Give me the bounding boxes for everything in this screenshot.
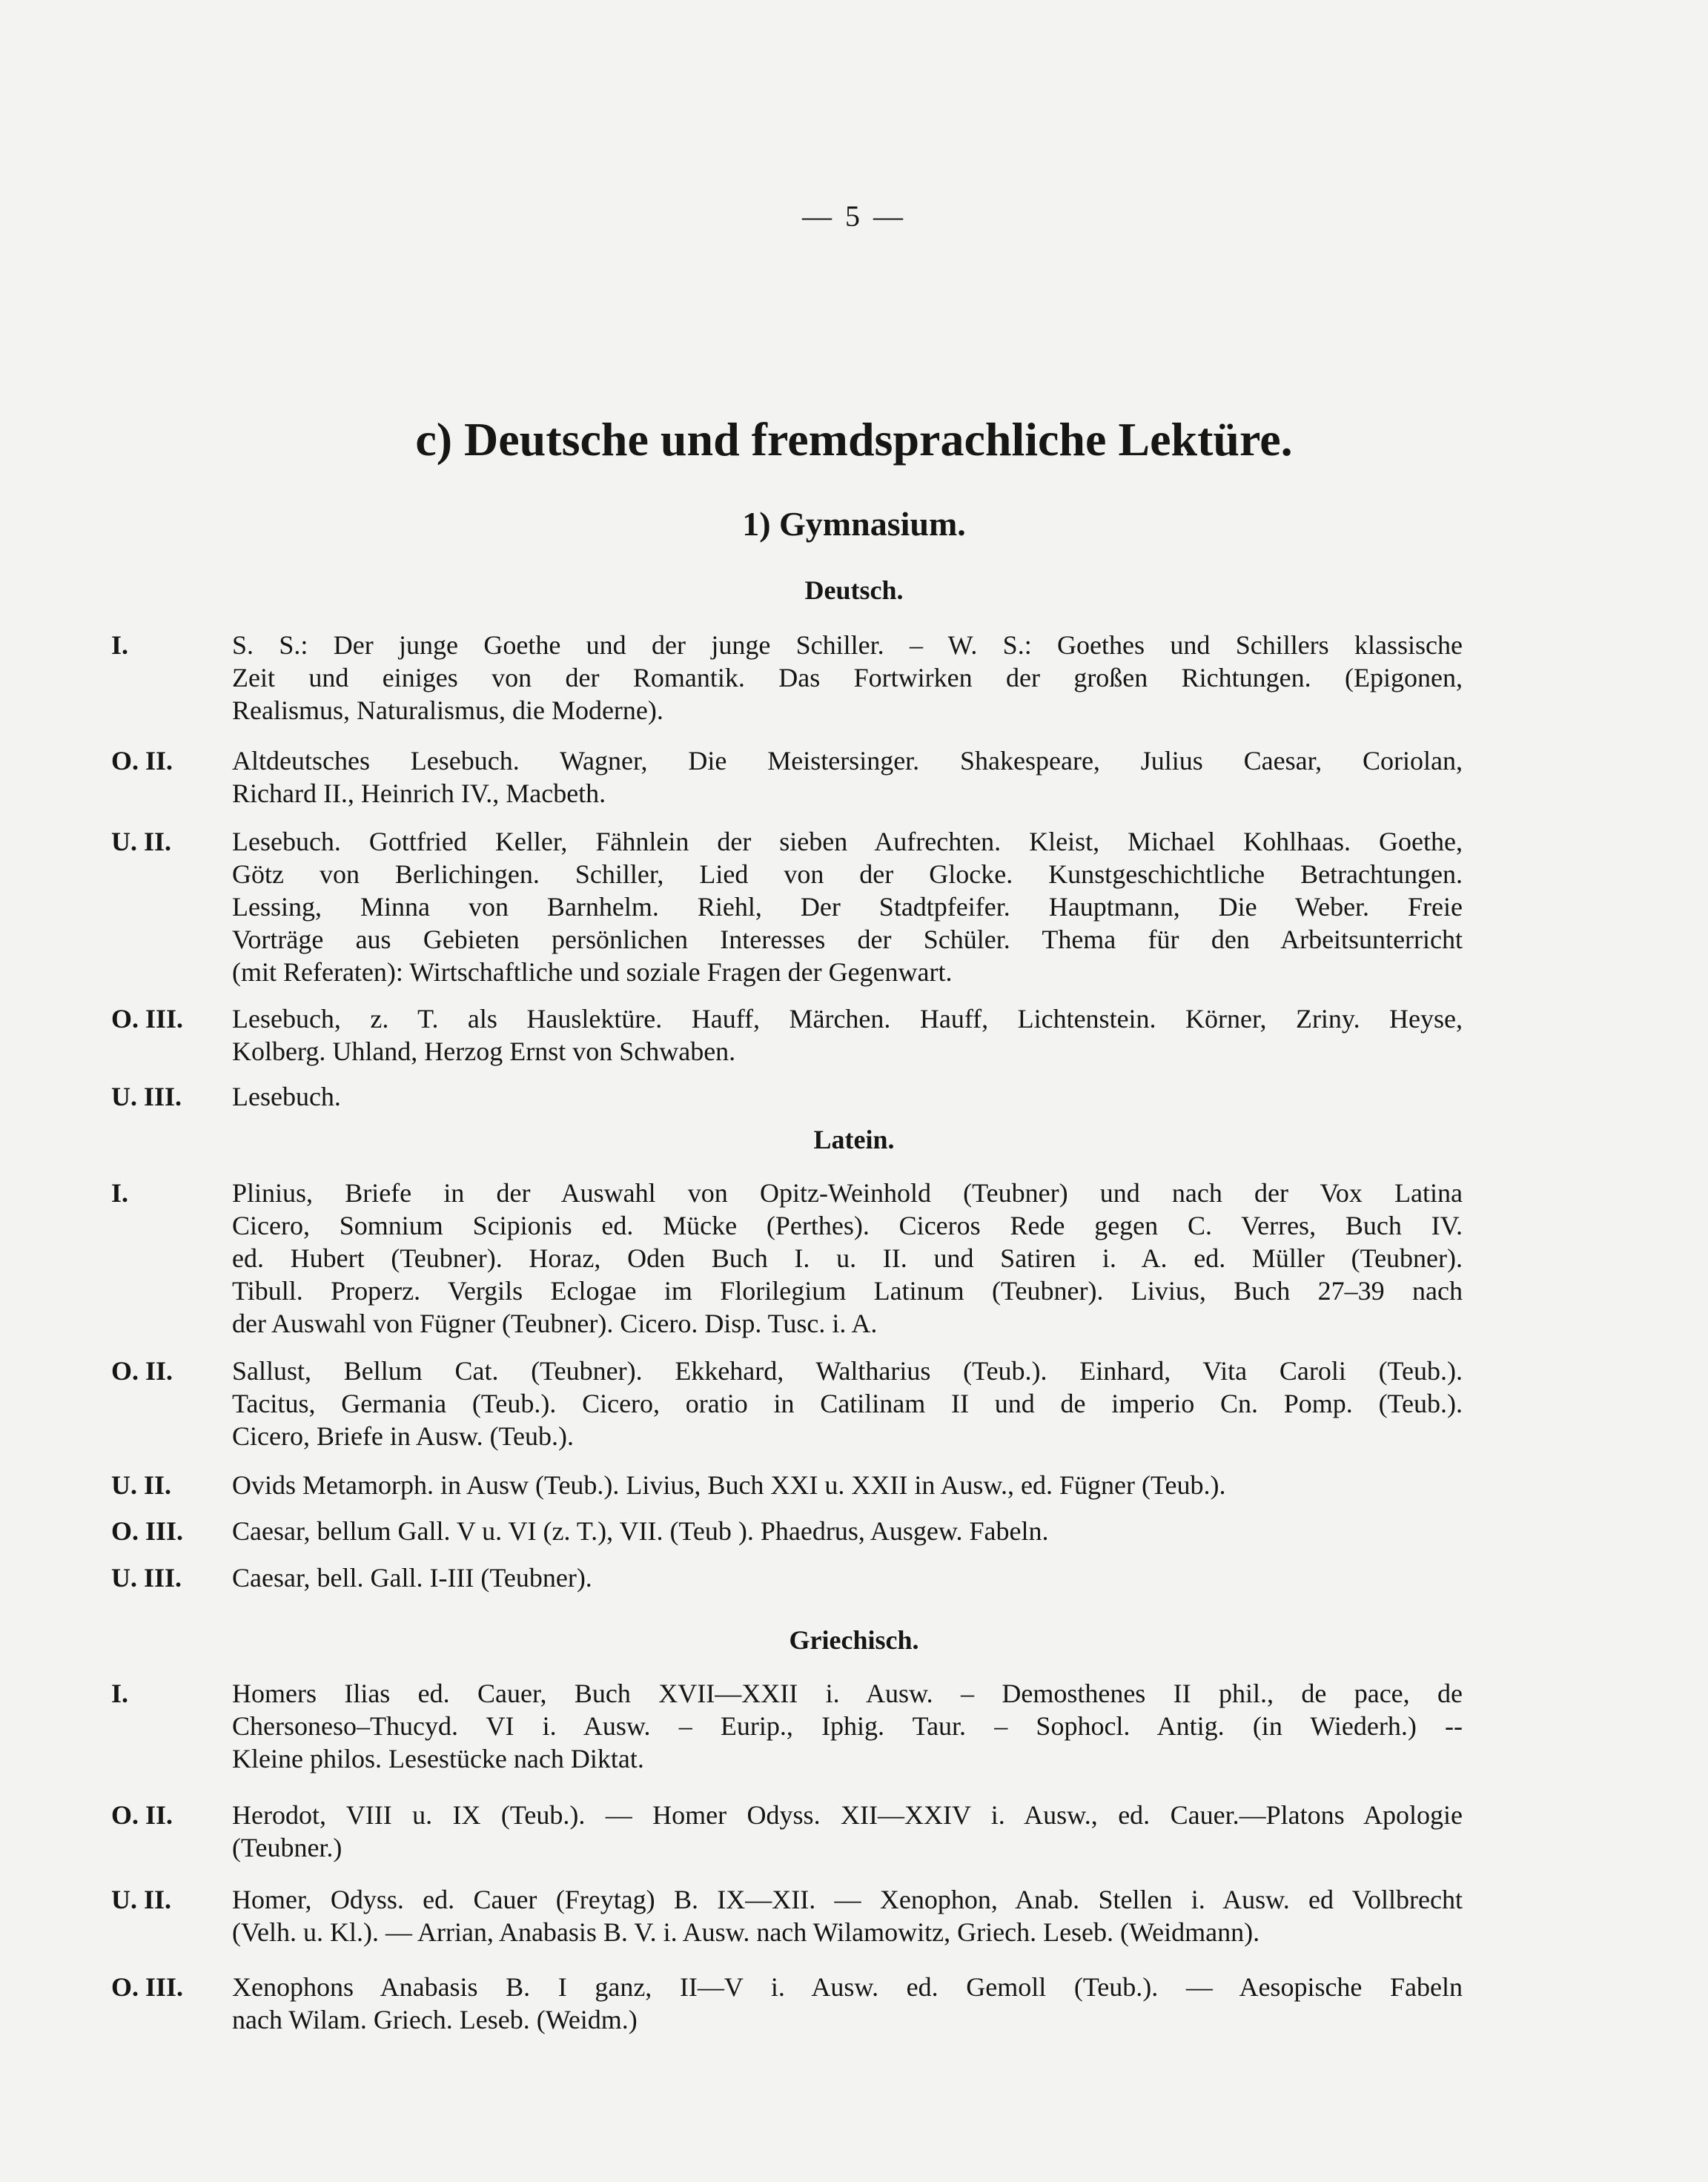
text-line: Altdeutsches Lesebuch. Wagner, Die Meistersinger. Shakespeare, Julius Caesar, Coriolan, <box>232 746 1463 776</box>
class-label: U. II. <box>111 827 172 856</box>
class-label: I. <box>111 1178 129 1208</box>
text-line: Cicero, Somnium Scipionis ed. Mücke (Perthes). Ciceros Rede gegen C. Verres, Buch IV. <box>232 1211 1463 1240</box>
text-line: Lesebuch. <box>232 1082 341 1111</box>
reading-text <box>232 1971 1463 2036</box>
reading-text <box>232 629 1463 727</box>
text-line: (Velh. u. Kl.). — Arrian, Anabasis B. V. i. Ausw. nach Wilamowitz, Griech. Leseb. (Weidmann). <box>232 1917 1260 1947</box>
text-line: (mit Referaten): Wirtschaftliche und soziale Fragen der Gegenwart. <box>232 957 953 987</box>
reading-text <box>232 1355 1463 1452</box>
text-line: Realismus, Naturalismus, die Moderne). <box>232 695 663 725</box>
class-label: O. II. <box>111 1356 173 1386</box>
subject-heading: Griechisch. <box>789 1625 919 1655</box>
text-line: ed. Hubert (Teubner). Horaz, Oden Buch I. u. II. und Satiren i. A. ed. Müller (Teubner). <box>232 1243 1463 1273</box>
class-label: O. II. <box>111 1800 173 1830</box>
page-number: — 5 — <box>802 199 906 233</box>
reading-text <box>232 1177 1463 1340</box>
class-label: I. <box>111 1679 129 1708</box>
text-line: S. S.: Der junge Goethe und der junge Schiller. – W. S.: Goethes und Schillers klassische <box>232 630 1463 660</box>
text-line: Ovids Metamorph. in Ausw (Teub.). Livius, Buch XXI u. XXII in Ausw., ed. Fügner (Teub.). <box>232 1470 1226 1500</box>
text-line: Lessing, Minna von Barnhelm. Riehl, Der Stadtpfeifer. Hauptmann, Die Weber. Freie <box>232 892 1463 922</box>
reading-text <box>232 1561 1463 1594</box>
text-line: Herodot, VIII u. IX (Teub.). — Homer Odyss. XII—XXIV i. Ausw., ed. Cauer.—Platons Apologie <box>232 1800 1463 1830</box>
text-line: Götz von Berlichingen. Schiller, Lied von der Glocke. Kunstgeschichtliche Betrachtungen. <box>232 859 1463 889</box>
text-line: Xenophons Anabasis B. I ganz, II—V i. Ausw. ed. Gemoll (Teub.). — Aesopische Fabeln <box>232 1972 1463 2002</box>
subject-heading: Deutsch. <box>804 575 904 605</box>
reading-text <box>232 1469 1463 1501</box>
text-line: Homer, Odyss. ed. Cauer (Freytag) B. IX—XII. — Xenophon, Anab. Stellen i. Ausw. ed Vollbrecht <box>232 1885 1463 1914</box>
text-line: Tacitus, Germania (Teub.). Cicero, oratio in Catilinam II und de imperio Cn. Pomp. (Teub.). <box>232 1389 1463 1418</box>
chapter-title: c) Deutsche und fremdsprachliche Lektüre. <box>415 413 1293 466</box>
text-line: Cicero, Briefe in Ausw. (Teub.). <box>232 1421 575 1451</box>
text-line: Caesar, bell. Gall. I-III (Teubner). <box>232 1563 592 1593</box>
text-line: Kleine philos. Lesestücke nach Diktat. <box>232 1744 644 1773</box>
reading-text <box>232 1080 1463 1113</box>
text-line: Sallust, Bellum Cat. (Teubner). Ekkehard, Waltharius (Teub.). Einhard, Vita Caroli (Teub.). <box>232 1356 1463 1386</box>
text-line: nach Wilam. Griech. Leseb. (Weidm.) <box>232 2005 638 2034</box>
text-line: Homers Ilias ed. Cauer, Buch XVII—XXII i. Ausw. – Demosthenes II phil., de pace, de <box>232 1679 1463 1708</box>
text-line: Richard II., Heinrich IV., Macbeth. <box>232 778 606 808</box>
text-line: Chersoneso–Thucyd. VI i. Ausw. – Eurip., Iphig. Taur. – Sophocl. Antig. (in Wiederh.) -- <box>232 1711 1463 1741</box>
text-line: Lesebuch, z. T. als Hauslektüre. Hauff, Märchen. Hauff, Lichtenstein. Körner, Zriny. Heyse, <box>232 1004 1463 1034</box>
class-label: U. II. <box>111 1885 172 1914</box>
reading-text <box>232 825 1463 988</box>
class-label: U. III. <box>111 1082 182 1111</box>
text-line: (Teubner.) <box>232 1833 342 1862</box>
class-label: U. III. <box>111 1563 182 1593</box>
class-label: I. <box>111 630 129 660</box>
subject-heading: Latein. <box>813 1125 895 1154</box>
text-line: Caesar, bellum Gall. V u. VI (z. T.), VII. (Teub ). Phaedrus, Ausgew. Fabeln. <box>232 1516 1049 1546</box>
text-line: Tibull. Properz. Vergils Eclogae im Florilegium Latinum (Teubner). Livius, Buch 27–39 nach <box>232 1276 1463 1306</box>
class-label: O. III. <box>111 1972 184 2002</box>
section-subtitle: 1) Gymnasium. <box>742 505 966 543</box>
class-label: O. II. <box>111 746 173 776</box>
reading-text <box>232 1002 1463 1068</box>
reading-text <box>232 1883 1463 1948</box>
reading-text <box>232 1799 1463 1864</box>
text-line: Zeit und einiges von der Romantik. Das Fortwirken der großen Richtungen. (Epigonen, <box>232 663 1463 692</box>
class-label: O. III. <box>111 1516 184 1546</box>
text-line: Vorträge aus Gebieten persönlichen Interesses der Schüler. Thema für den Arbeitsunterricht <box>232 925 1463 954</box>
text-line: Lesebuch. Gottfried Keller, Fähnlein der sieben Aufrechten. Kleist, Michael Kohlhaas. Goethe, <box>232 827 1463 856</box>
class-label: O. III. <box>111 1004 184 1034</box>
class-label: U. II. <box>111 1470 172 1500</box>
text-line: der Auswahl von Fügner (Teubner). Cicero. Disp. Tusc. i. A. <box>232 1309 878 1338</box>
text-line: Kolberg. Uhland, Herzog Ernst von Schwaben. <box>232 1037 736 1066</box>
reading-text <box>232 744 1463 810</box>
reading-text <box>232 1515 1463 1547</box>
reading-text <box>232 1677 1463 1775</box>
text-line: Plinius, Briefe in der Auswahl von Opitz-Weinhold (Teubner) und nach der Vox Latina <box>232 1178 1463 1208</box>
